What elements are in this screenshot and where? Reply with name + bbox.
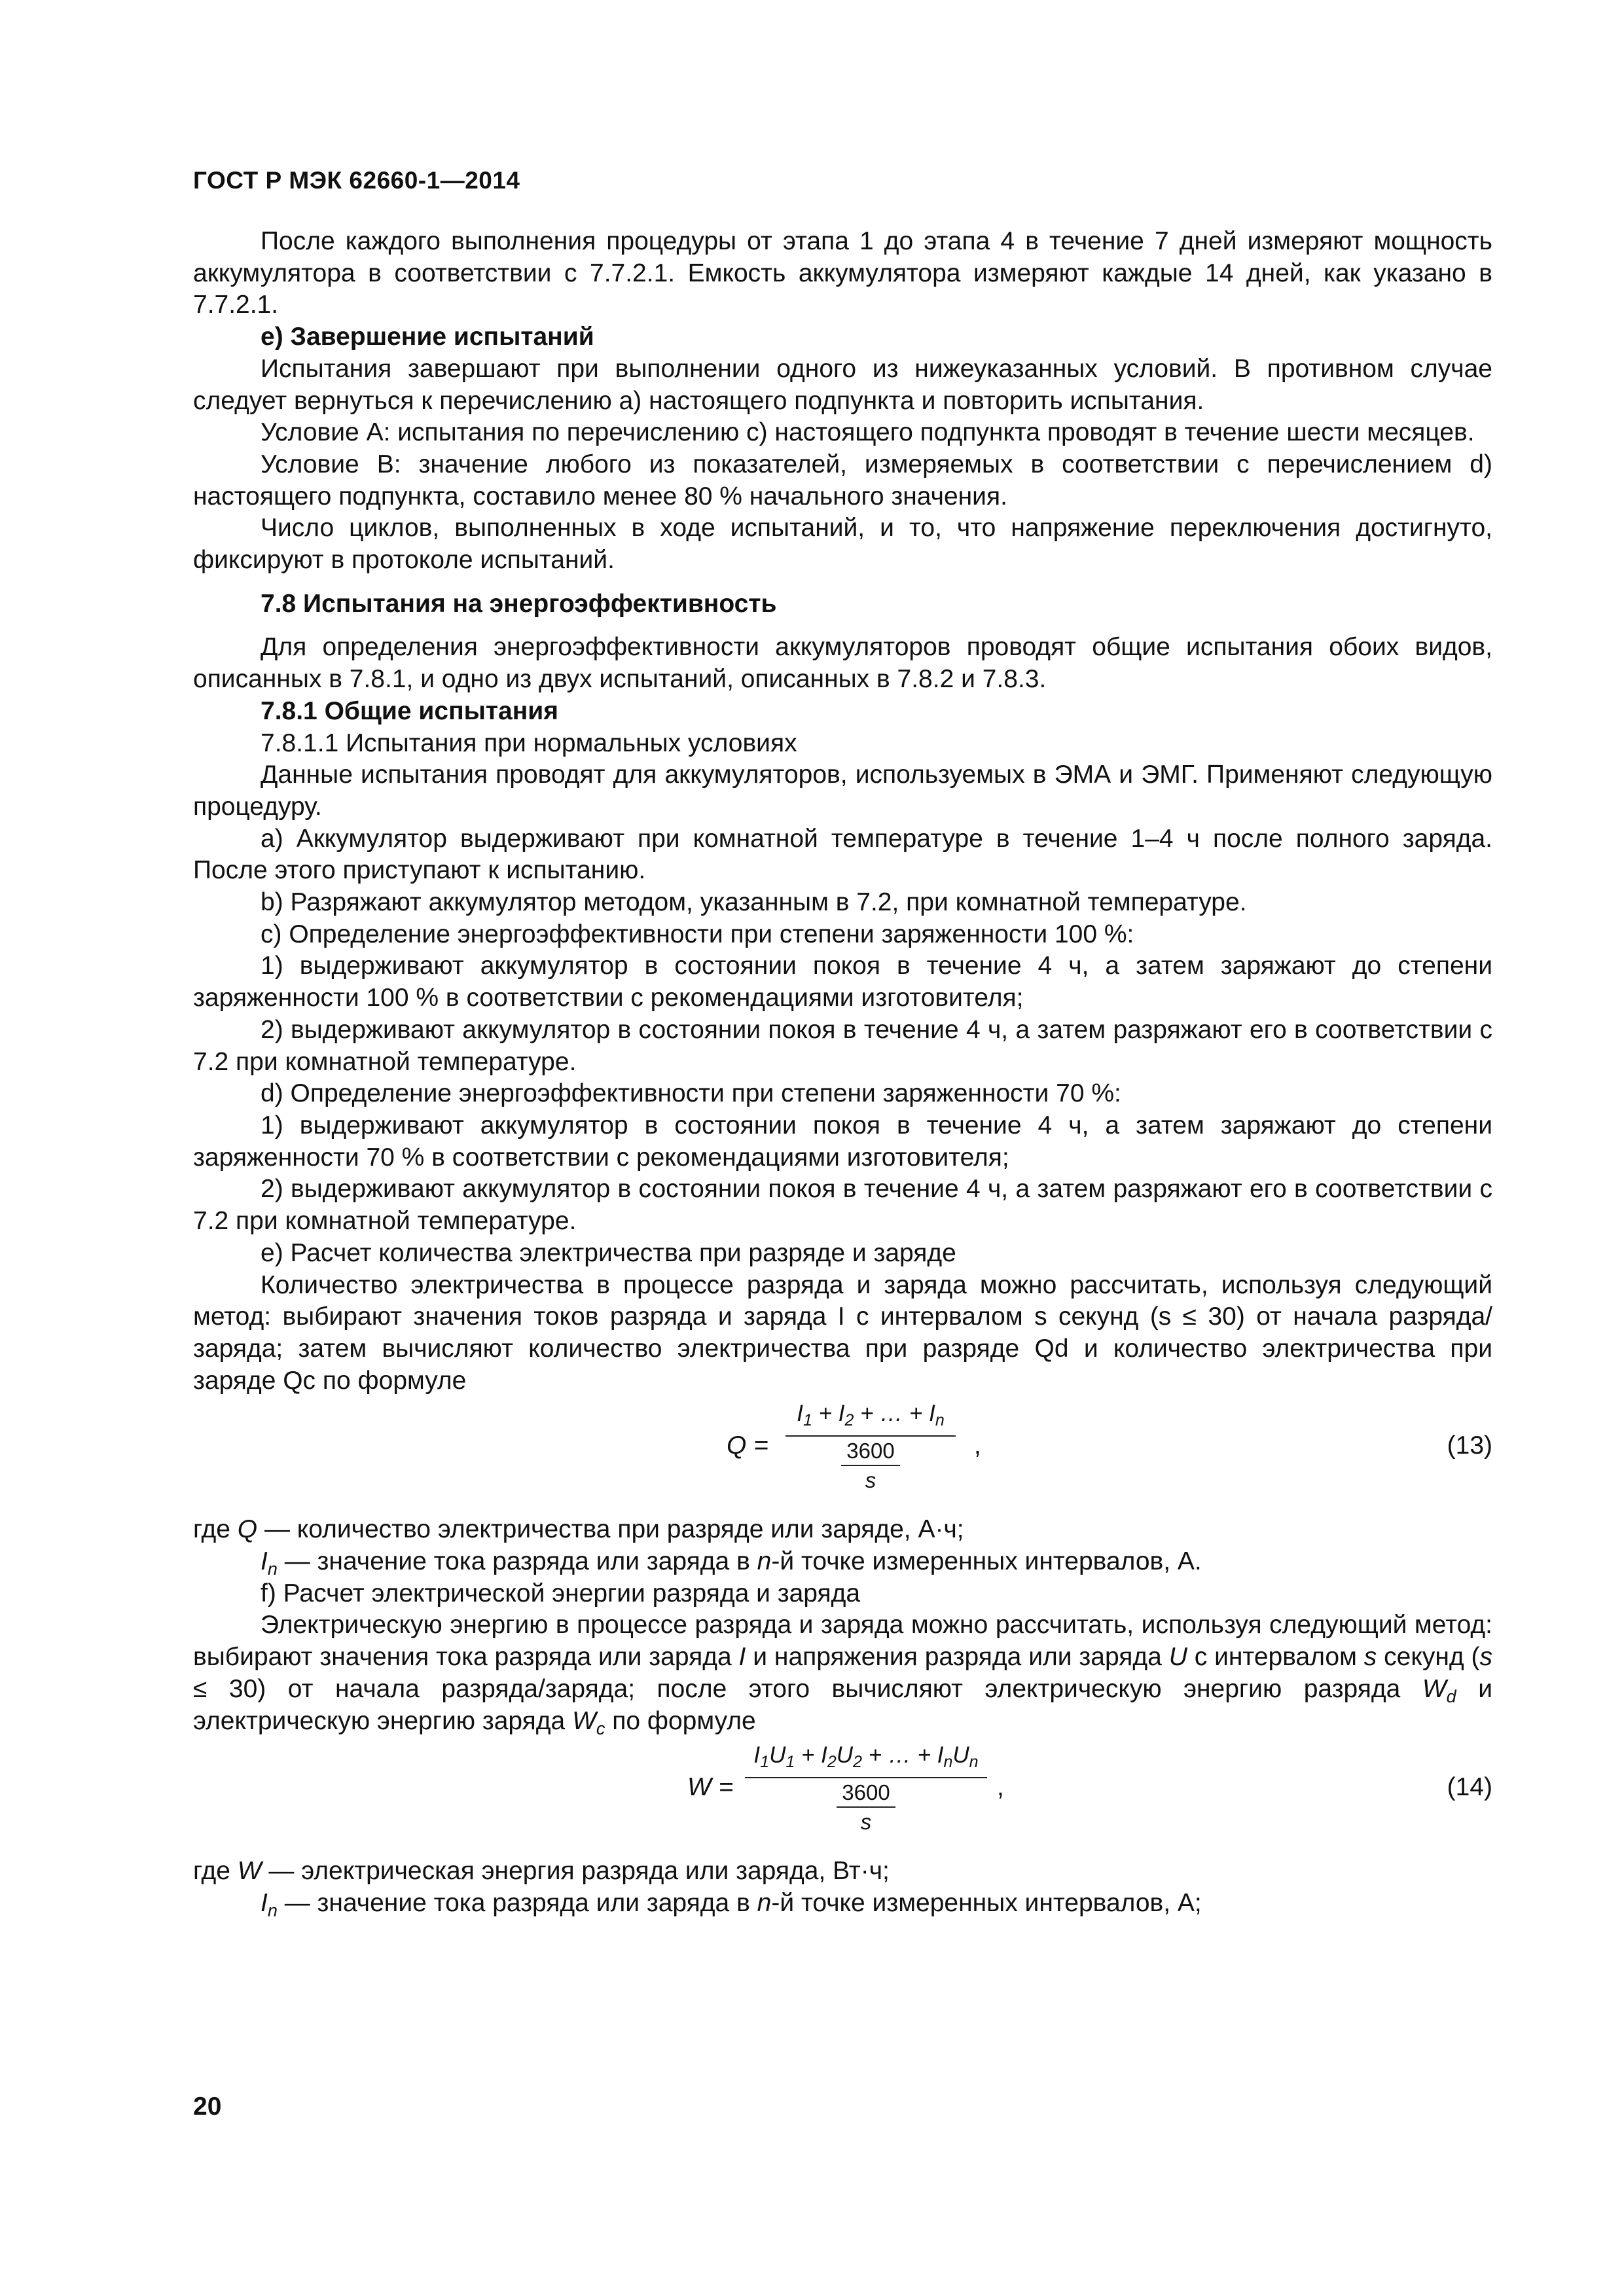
fraction-line [785,1435,956,1437]
formula-lhs: Q = [727,1431,768,1460]
formula-denominator-s: s [860,1810,872,1835]
list-item: 1) выдерживают аккумулятор в состоянии покоя в течение 4 ч, а затем заряжают до степени заряженности 70 % в соответствии с рекомендациями изготовителя; [193,1111,1492,1172]
list-item: d) Определение энергоэффективности при степени заряженности 70 %: [261,1079,1121,1108]
formula-denominator: 3600 [846,1439,895,1463]
formula-13 [193,1401,1492,1509]
fraction-line [837,1806,895,1808]
where-clause: $I_n$ — значение тока разряда или заряда в n-й точке измеренных интервалов, А; [261,1888,1202,1920]
fraction-line [841,1465,900,1466]
list-item: 2) выдерживают аккумулятор в состоянии покоя в течение 4 ч, а затем разряжают его в соответствии с 7.2 при комнатной температуре. [193,1175,1492,1236]
formula-number: (14) [1447,1773,1492,1802]
paragraph: После каждого выполнения процедуры от этапа 1 до этапа 4 в течение 7 дней измеряют мощность аккумулятора в соответствии с 7.7.2.1. Емкость аккумулятора измеряют каждые 14 дней, как указано в 7.7.2.1. [193,227,1492,319]
fraction-line [745,1777,987,1778]
section-heading: 7.8 Испытания на энергоэффективность [261,589,777,618]
paragraph: Данные испытания проводят для аккумуляторов, используемых в ЭМА и ЭМГ. Применяют следующую процедуру. [193,761,1492,821]
where-clause: где W — электрическая энергия разряда или заряда, Вт·ч; [193,1857,890,1886]
formula-comma: , [974,1431,981,1460]
list-item: с) Определение энергоэффективности при степени заряженности 100 %: [261,920,1134,948]
formula-denominator-s: s [865,1468,876,1493]
formula-14 [193,1742,1492,1850]
page-number: 20 [193,2092,222,2121]
paragraph: Количество электричества в процессе разряда и заряда можно рассчитать, используя следующий метод: выбирают значения токов разряда и заряда I с интервалом s секунд (s ≤ 30) от начала разряда/заряда; затем вычисляют количество электричества при разряде Qd и количество электричества при заряде Qc по формуле [193,1270,1492,1395]
formula-denominator: 3600 [842,1780,890,1805]
paragraph: Условие А: испытания по перечислению с) настоящего подпункта проводят в течение шести месяцев. [261,418,1475,447]
list-item: f) Расчет электрической энергии разряда и заряда [261,1579,861,1607]
list-item: а) Аккумулятор выдерживают при комнатной температуре в течение 1–4 ч после полного заряда. После этого приступают к испытанию. [193,824,1492,885]
list-item: 2) выдерживают аккумулятор в состоянии покоя в течение 4 ч, а затем разряжают его в соответствии с 7.2 при комнатной температуре. [193,1015,1492,1076]
formula-fraction [745,1742,987,1835]
where-clause: где Q — количество электричества при разряде или заряде, А·ч; [193,1515,964,1544]
formula-numerator: $I_1U_1 + I_2U_2$ + … + $I_nU_n$ [753,1742,979,1772]
subsection-heading: 7.8.1 Общие испытания [261,696,559,725]
page-content [193,226,1492,1920]
document-header: ГОСТ Р МЭК 62660-1—2014 [193,167,520,194]
where-clause: $I_n$ — значение тока разряда или заряда в n-й точке измеренных интервалов, А. [261,1547,1202,1579]
list-item: 1) выдерживают аккумулятор в состоянии покоя в течение 4 ч, а затем заряжают до степени заряженности 100 % в соответствии с рекомендациями изготовителя; [193,952,1492,1013]
paragraph: Испытания завершают при выполнении одного из нижеуказанных условий. В противном случае следует вернуться к перечислению а) настоящего подпункта и повторить испытания. [193,354,1492,415]
list-item: b) Разряжают аккумулятор методом, указанным в 7.2, при комнатной температуре. [261,888,1247,917]
formula-lhs: W = [687,1773,734,1802]
clause-title: 7.8.1.1 Испытания при нормальных условиях [261,728,797,757]
subsection-heading: е) Завершение испытаний [261,323,594,351]
paragraph: Электрическую энергию в процессе разряда и заряда можно рассчитать, используя следующий метод: выбирают значения тока разряда или заряда I и напряжения разряда или заряда U с интервалом s секунд (s ≤ 30) от начала разряда/заряда; после этого вычисляют электрическую энергию разряда $W_d$ и электрическую энергию заряда $W_c$ по формуле [193,1611,1492,1738]
paragraph: Условие В: значение любого из показателей, измеряемых в соответствии с перечислением d) настоящего подпункта, составило менее 80 % начального значения. [193,450,1492,511]
formula-fraction [785,1401,956,1494]
list-item: е) Расчет количества электричества при разряде и заряде [261,1238,956,1267]
paragraph: Для определения энергоэффективности аккумуляторов проводят общие испытания обоих видов, описанных в 7.8.1, и одно из двух испытаний, описанных в 7.8.2 и 7.8.3. [193,633,1492,694]
formula-numerator: $I_1 + I_2$ + … + $I_n$ [797,1401,945,1430]
paragraph: Число циклов, выполненных в ходе испытаний, и то, что напряжение переключения достигнуто, фиксируют в протоколе испытаний. [193,514,1492,575]
formula-comma: , [997,1773,1004,1802]
formula-number: (13) [1447,1431,1492,1460]
